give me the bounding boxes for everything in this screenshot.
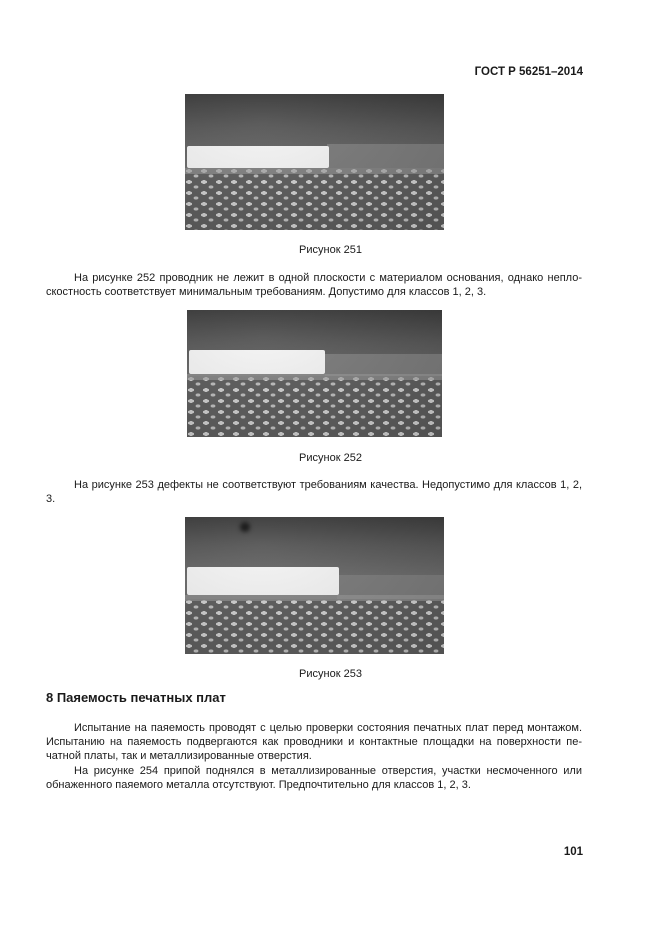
figure-253-photo [185,517,444,654]
figure-252-photo [187,310,442,437]
section-title: 8 Паяемость печатных плат [46,690,226,705]
paragraph-fig252: На рисунке 252 проводник не лежит в одной плоскости с материалом основания, однако неплоскостность соответствует минимальным требованиям. Допустимо для классов 1, 2, 3. [46,272,582,299]
section-body [46,721,582,792]
figure-253-caption: Рисунок 253 [299,668,362,680]
figure-251-caption: Рисунок 251 [299,244,362,256]
figure-252-caption: Рисунок 252 [299,452,362,464]
section-paragraph-2: На рисунке 254 припой поднялся в металлизированные отверстия, участки несмоченного или обнаженного паяемого металла отсутствуют. Предпочтительно для классов 1, 2, 3. [46,764,582,791]
section-paragraph-1: Испытание на паяемость проводят с целью проверки состояния печатных плат перед монтажом. Испытанию на паяемость подвергаются как проводники и контактные площадки на поверхности печатной платы, так и металлизированные отверстия. [46,722,582,763]
document-header: ГОСТ Р 56251–2014 [474,66,583,78]
figure-251-photo [185,94,444,230]
paragraph-fig253: На рисунке 253 дефекты не соответствуют требованиям качества. Недопустимо для классов 1, 2, 3. [46,479,582,506]
page-number: 101 [563,846,583,858]
